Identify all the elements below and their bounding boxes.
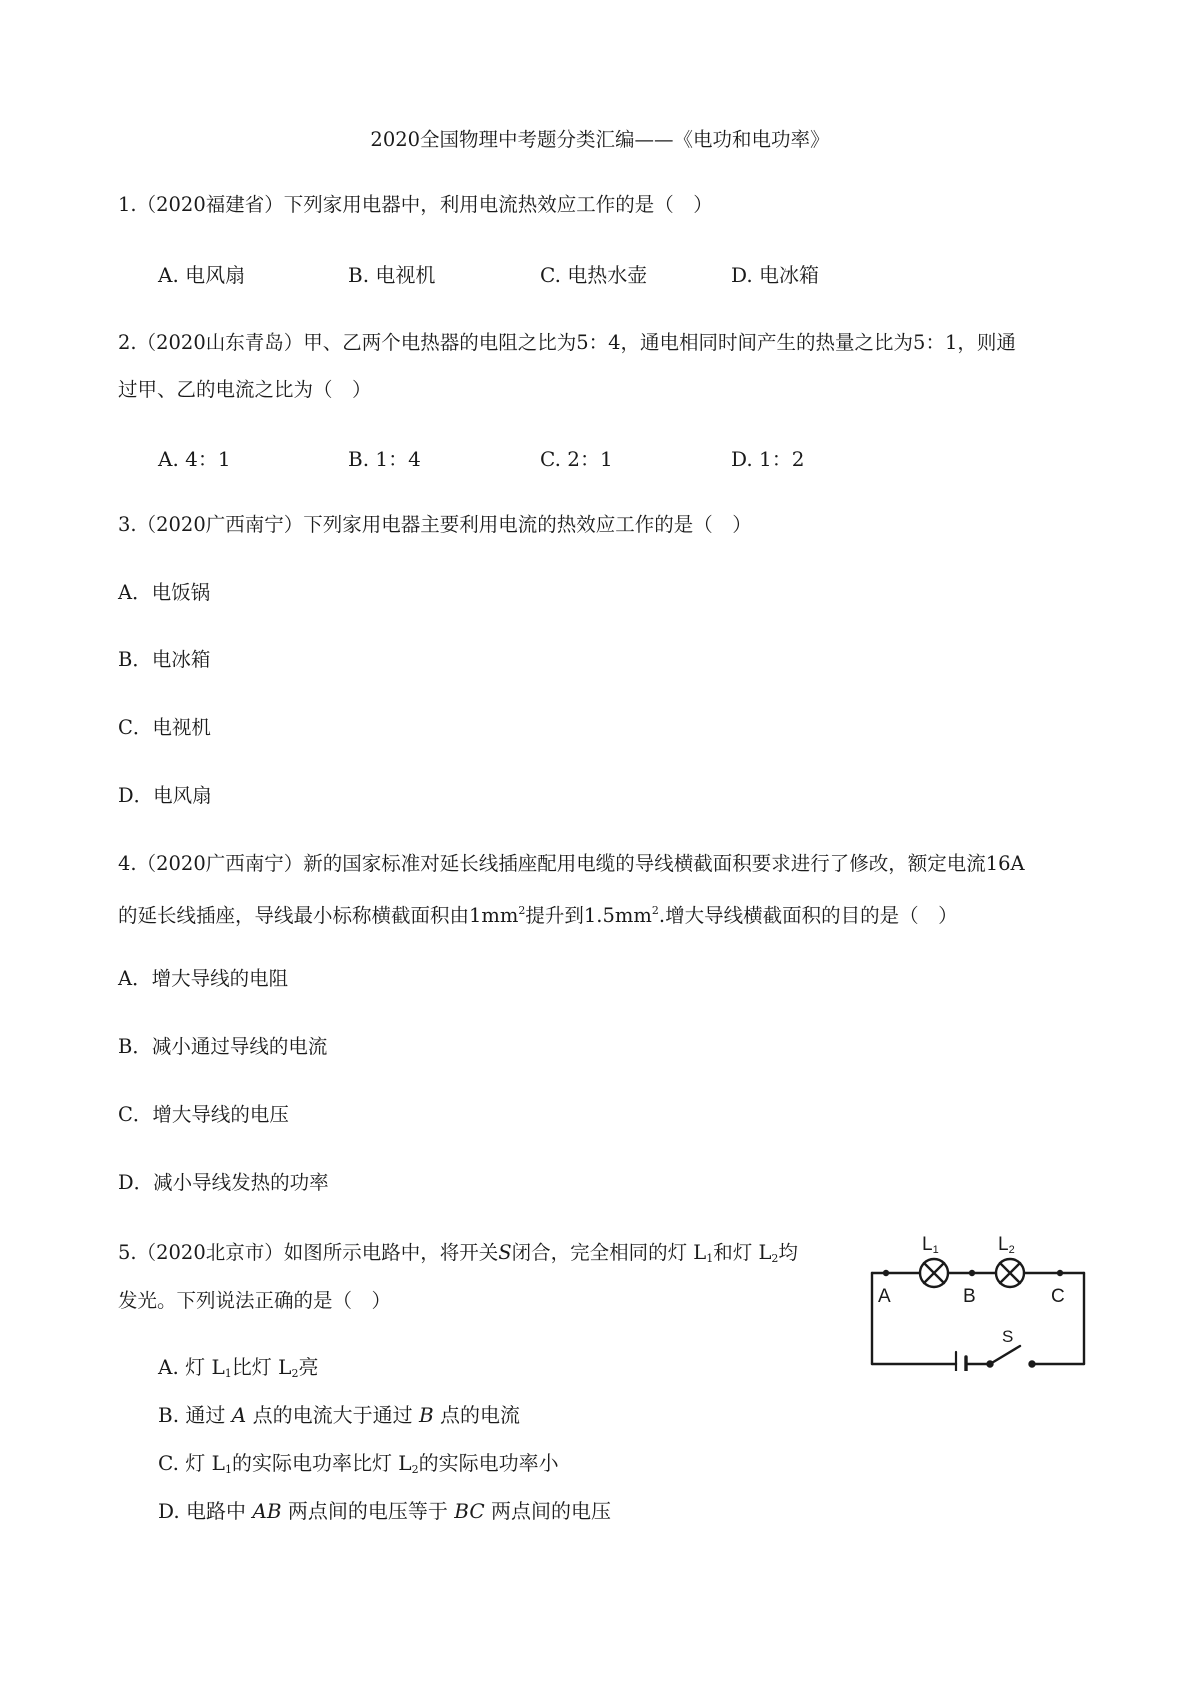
label-node-c: C xyxy=(1051,1286,1065,1307)
lamp-l1-cross xyxy=(924,1263,944,1283)
q3-option-b: B．电冰箱 xyxy=(118,648,211,671)
switch-contact-left xyxy=(988,1362,993,1367)
q5-option-b-text-1: B. 通过 xyxy=(158,1403,226,1427)
q5-option-b-point-a: A xyxy=(231,1403,247,1427)
node-b-dot xyxy=(969,1270,975,1276)
q3-option-d: D．电风扇 xyxy=(118,784,212,807)
label-l2: L2 xyxy=(998,1234,1015,1256)
question-3-stem: 3.（2020广西南宁）下列家用电器主要利用电流的热效应工作的是（ ） xyxy=(118,513,752,536)
q4-text-b: 提升到1.5mm xyxy=(525,904,652,927)
q5-option-a-text-1: A. 灯 L xyxy=(158,1355,225,1379)
q5-option-c xyxy=(158,1450,559,1483)
switch-blade xyxy=(990,1346,1020,1364)
q5-option-d-text-3: 两点间的电压 xyxy=(491,1499,611,1523)
q5-option-a-text-2: 比灯 L xyxy=(231,1355,292,1379)
q2-option-b: B. 1：4 xyxy=(348,447,421,471)
label-node-b: B xyxy=(963,1286,976,1307)
q5-option-a-sub-2: 2 xyxy=(291,1367,299,1380)
q4-text-c: .增大导线横截面积的目的是（ ） xyxy=(658,904,958,927)
question-2-stem-line-2: 过甲、乙的电流之比为（ ） xyxy=(118,378,372,401)
q5-option-b xyxy=(158,1402,520,1428)
q4-option-b: B．减小通过导线的电流 xyxy=(118,1035,328,1058)
q2-option-a: A. 4：1 xyxy=(158,447,231,471)
q5-subscript-1: 1 xyxy=(706,1252,714,1265)
q5-option-d-text-2: 两点间的电压等于 xyxy=(287,1499,448,1523)
q5-switch-symbol: S xyxy=(498,1241,512,1264)
q5-subscript-2: 2 xyxy=(771,1252,779,1265)
q4-text-a: 的延长线插座，导线最小标称横截面积由1mm xyxy=(118,904,519,927)
q5-option-c-sub-1: 1 xyxy=(224,1463,232,1476)
q4-option-a: A．增大导线的电阻 xyxy=(118,967,289,990)
question-2-stem-line-1: 2.（2020山东青岛）甲、乙两个电热器的电阻之比为5：4，通电相同时间产生的热量之比为5：1，则通 xyxy=(118,331,1016,354)
label-l2-subscript: 2 xyxy=(1008,1244,1015,1256)
question-5-stem-line-2: 发光。下列说法正确的是（ ） xyxy=(118,1289,392,1312)
q5-option-b-text-3: 点的电流 xyxy=(440,1403,521,1427)
q5-option-c-sub-2: 2 xyxy=(411,1463,419,1476)
q5-option-b-text-2: 点的电流大于通过 xyxy=(252,1403,413,1427)
question-4-stem-line-2 xyxy=(118,898,958,929)
q5-text-a: 5.（2020北京市）如图所示电路中，将开关 xyxy=(118,1241,499,1264)
label-switch: S xyxy=(1002,1327,1014,1346)
question-5-stem-line-1 xyxy=(118,1240,798,1272)
q5-text-b: 闭合，完全相同的灯 L xyxy=(511,1241,707,1264)
q1-option-c: C. 电热水壶 xyxy=(540,263,648,287)
q5-option-a xyxy=(158,1354,318,1387)
q5-option-d-segment-ab: AB xyxy=(252,1499,282,1523)
node-a-dot xyxy=(883,1270,889,1276)
q5-option-a-text-3: 亮 xyxy=(298,1355,319,1379)
q5-option-c-text-3: 的实际电功率小 xyxy=(418,1451,559,1475)
label-node-a: A xyxy=(878,1286,891,1307)
q5-option-d xyxy=(158,1498,611,1524)
q5-option-c-text-2: 的实际电功率比灯 L xyxy=(231,1451,412,1475)
q5-text-c: 和灯 L xyxy=(713,1241,772,1264)
node-c-dot xyxy=(1057,1270,1063,1276)
q4-option-d: D．减小导线发热的功率 xyxy=(118,1171,329,1194)
q1-option-d: D. 电冰箱 xyxy=(731,263,820,287)
question-4-stem-line-1: 4.（2020广西南宁）新的国家标准对延长线插座配用电缆的导线横截面积要求进行了修改，额定电流16A xyxy=(118,852,1025,875)
q4-superscript-1: 2 xyxy=(518,904,526,917)
q3-option-a: A．电饭锅 xyxy=(118,581,211,604)
q2-option-c: C. 2：1 xyxy=(540,447,613,471)
q5-option-c-text-1: C. 灯 L xyxy=(158,1451,225,1475)
page-title: 2020全国物理中考题分类汇编——《电功和电功率》 xyxy=(370,128,830,151)
q5-text-d: 均 xyxy=(778,1241,798,1264)
q5-option-a-sub-1: 1 xyxy=(224,1367,232,1380)
q1-option-b: B. 电视机 xyxy=(348,263,436,287)
q1-option-a: A. 电风扇 xyxy=(158,263,246,287)
q2-option-d: D. 1：2 xyxy=(731,447,805,471)
lamp-l2-cross xyxy=(1000,1263,1020,1283)
q4-option-c: C．增大导线的电压 xyxy=(118,1103,289,1126)
circuit-diagram xyxy=(868,1228,1090,1371)
q5-option-d-text-1: D. 电路中 xyxy=(158,1499,247,1523)
q5-option-b-point-b: B xyxy=(418,1403,434,1427)
switch-contact-right xyxy=(1030,1362,1035,1367)
label-l1-subscript: 1 xyxy=(932,1244,939,1256)
q3-option-c: C．电视机 xyxy=(118,716,211,739)
q4-superscript-2: 2 xyxy=(651,904,659,917)
label-l1: L1 xyxy=(922,1234,939,1256)
q5-option-d-segment-bc: BC xyxy=(454,1499,485,1523)
question-1-stem: 1.（2020福建省）下列家用电器中，利用电流热效应工作的是（ ） xyxy=(118,193,713,216)
